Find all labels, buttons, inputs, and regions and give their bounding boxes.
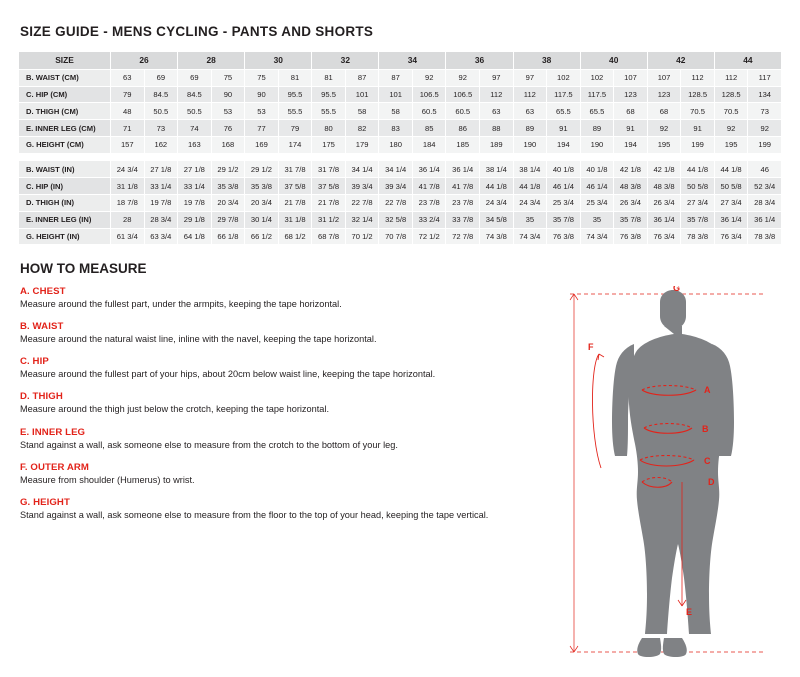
- table-cell: 81: [312, 69, 346, 86]
- table-cell: 79: [111, 86, 145, 103]
- svg-text:F: F: [588, 342, 594, 352]
- table-cell: 102: [580, 69, 614, 86]
- table-cell: 162: [144, 136, 178, 153]
- row-label: D. THIGH (IN): [19, 195, 111, 212]
- table-cell: 185: [446, 136, 480, 153]
- table-cell: 101: [345, 86, 379, 103]
- table-cell: 35 3/8: [245, 178, 279, 195]
- table-cell: 194: [614, 136, 648, 153]
- size-column-header: 28: [178, 52, 245, 70]
- table-cell: 199: [681, 136, 715, 153]
- measure-item-title: A. CHEST: [20, 286, 66, 298]
- table-cell: 163: [178, 136, 212, 153]
- table-cell: 169: [245, 136, 279, 153]
- row-label: B. WAIST (CM): [19, 69, 111, 86]
- measure-item-text: Measure around the natural waist line, inline with the navel, keeping the tape horizontal.: [20, 334, 377, 345]
- table-cell: 68: [647, 103, 681, 120]
- table-cell: 189: [480, 136, 514, 153]
- row-label: E. INNER LEG (IN): [19, 211, 111, 228]
- table-cell: 92: [412, 69, 446, 86]
- table-cell: 78 3/8: [748, 228, 782, 245]
- table-cell: 68 7/8: [312, 228, 346, 245]
- table-cell: 40 1/8: [547, 161, 581, 178]
- table-cell: 134: [748, 86, 782, 103]
- table-cell: 70 7/8: [379, 228, 413, 245]
- table-cell: 31 1/8: [111, 178, 145, 195]
- table-cell: 48: [111, 103, 145, 120]
- table-cell: 63: [480, 103, 514, 120]
- measure-item-title: C. HIP: [20, 356, 49, 368]
- table-cell: 194: [547, 136, 581, 153]
- table-cell: 95.5: [312, 86, 346, 103]
- table-cell: 29 1/2: [245, 161, 279, 178]
- svg-text:D: D: [708, 477, 715, 487]
- table-cell: 21 7/8: [278, 195, 312, 212]
- table-cell: 79: [278, 120, 312, 137]
- measure-item-text: Stand against a wall, ask someone else to measure from the floor to the top of your head, keeping the tape vertical.: [20, 509, 489, 520]
- table-cell: 91: [547, 120, 581, 137]
- table-cell: 70 1/2: [345, 228, 379, 245]
- table-cell: 33 1/4: [178, 178, 212, 195]
- table-cell: 36 1/4: [412, 161, 446, 178]
- table-cell: 74 3/8: [480, 228, 514, 245]
- table-cell: 70.5: [681, 103, 715, 120]
- table-cell: 55.5: [278, 103, 312, 120]
- table-cell: 50.5: [144, 103, 178, 120]
- table-cell: 53: [245, 103, 279, 120]
- table-cell: 65.5: [580, 103, 614, 120]
- table-cell: 32 5/8: [379, 211, 413, 228]
- table-cell: 90: [245, 86, 279, 103]
- table-cell: 74 3/4: [580, 228, 614, 245]
- table-cell: 85: [412, 120, 446, 137]
- table-cell: 184: [412, 136, 446, 153]
- table-cell: 175: [312, 136, 346, 153]
- size-column-header: 40: [580, 52, 647, 70]
- table-cell: 84.5: [144, 86, 178, 103]
- table-cell: 71: [111, 120, 145, 137]
- table-cell: 84.5: [178, 86, 212, 103]
- table-group-gap: [19, 153, 782, 161]
- table-cell: 39 3/4: [379, 178, 413, 195]
- table-cell: 37 5/8: [278, 178, 312, 195]
- table-cell: 27 1/8: [178, 161, 212, 178]
- table-cell: 31 7/8: [312, 161, 346, 178]
- table-cell: 42 1/8: [614, 161, 648, 178]
- row-label: G. HEIGHT (IN): [19, 228, 111, 245]
- table-cell: 46 1/4: [547, 178, 581, 195]
- table-cell: 199: [748, 136, 782, 153]
- table-cell: 18 7/8: [111, 195, 145, 212]
- table-cell: 52 3/4: [748, 178, 782, 195]
- table-cell: 88: [480, 120, 514, 137]
- table-cell: 35 7/8: [681, 211, 715, 228]
- row-label: C. HIP (IN): [19, 178, 111, 195]
- table-cell: 174: [278, 136, 312, 153]
- table-cell: 36 1/4: [647, 211, 681, 228]
- table-cell: 179: [345, 136, 379, 153]
- measure-item-title: B. WAIST: [20, 321, 64, 333]
- table-cell: 29 7/8: [211, 211, 245, 228]
- table-cell: 92: [647, 120, 681, 137]
- table-cell: 89: [513, 120, 547, 137]
- measure-item-title: F. OUTER ARM: [20, 461, 90, 473]
- table-cell: 23 7/8: [446, 195, 480, 212]
- table-cell: 180: [379, 136, 413, 153]
- size-column-header: 38: [513, 52, 580, 70]
- table-cell: 107: [614, 69, 648, 86]
- size-chart-table: [18, 51, 782, 245]
- table-cell: 82: [345, 120, 379, 137]
- table-cell: 42 1/8: [647, 161, 681, 178]
- table-cell: 157: [111, 136, 145, 153]
- table-cell: 73: [144, 120, 178, 137]
- table-cell: 46: [748, 161, 782, 178]
- table-row: [19, 69, 782, 86]
- table-cell: 35 7/8: [614, 211, 648, 228]
- table-cell: 27 3/4: [714, 195, 748, 212]
- table-cell: 72 1/2: [412, 228, 446, 245]
- table-cell: 30 1/4: [245, 211, 279, 228]
- table-cell: 38 1/4: [513, 161, 547, 178]
- svg-text:A: A: [704, 385, 711, 395]
- table-cell: 69: [178, 69, 212, 86]
- table-cell: 27 3/4: [681, 195, 715, 212]
- table-cell: 22 7/8: [379, 195, 413, 212]
- table-cell: 92: [748, 120, 782, 137]
- measure-item-text: Measure from shoulder (Humerus) to wrist.: [20, 474, 195, 485]
- table-cell: 48 3/8: [614, 178, 648, 195]
- table-cell: 63 3/4: [144, 228, 178, 245]
- table-cell: 92: [714, 120, 748, 137]
- table-cell: 91: [681, 120, 715, 137]
- table-cell: 61 3/4: [111, 228, 145, 245]
- table-cell: 21 7/8: [312, 195, 346, 212]
- table-cell: 72 7/8: [446, 228, 480, 245]
- table-cell: 46 1/4: [580, 178, 614, 195]
- measure-item-title: E. INNER LEG: [20, 426, 86, 438]
- table-cell: 58: [345, 103, 379, 120]
- table-row: [19, 178, 782, 195]
- table-cell: 64 1/8: [178, 228, 212, 245]
- table-row: [19, 136, 782, 153]
- table-cell: 102: [547, 69, 581, 86]
- table-row: [19, 211, 782, 228]
- table-cell: 69: [144, 69, 178, 86]
- table-cell: 50 5/8: [714, 178, 748, 195]
- table-cell: 107: [647, 69, 681, 86]
- table-cell: 55.5: [312, 103, 346, 120]
- table-cell: 112: [714, 69, 748, 86]
- howto-heading: HOW TO MEASURE: [20, 261, 147, 277]
- table-cell: 48 3/8: [647, 178, 681, 195]
- table-cell: 31 7/8: [278, 161, 312, 178]
- table-cell: 117.5: [547, 86, 581, 103]
- row-label: C. HIP (CM): [19, 86, 111, 103]
- table-cell: 95.5: [278, 86, 312, 103]
- table-cell: 97: [513, 69, 547, 86]
- table-cell: 34 5/8: [480, 211, 514, 228]
- table-cell: 19 7/8: [144, 195, 178, 212]
- table-cell: 44 1/8: [681, 161, 715, 178]
- table-cell: 34 1/4: [379, 161, 413, 178]
- measure-item-text: Stand against a wall, ask someone else to measure from the crotch to the bottom of your leg.: [20, 439, 398, 450]
- table-cell: 19 7/8: [178, 195, 212, 212]
- measure-item-title: G. HEIGHT: [20, 496, 70, 508]
- svg-text:C: C: [704, 456, 711, 466]
- table-cell: 20 3/4: [211, 195, 245, 212]
- table-cell: 70.5: [714, 103, 748, 120]
- table-cell: 25 3/4: [547, 195, 581, 212]
- table-cell: 68 1/2: [278, 228, 312, 245]
- table-cell: 58: [379, 103, 413, 120]
- table-row: [19, 228, 782, 245]
- table-cell: 75: [211, 69, 245, 86]
- row-label: E. INNER LEG (CM): [19, 120, 111, 137]
- table-cell: 117: [748, 69, 782, 86]
- table-cell: 66 1/8: [211, 228, 245, 245]
- table-cell: 37 5/8: [312, 178, 346, 195]
- table-cell: 190: [513, 136, 547, 153]
- row-label: D. THIGH (CM): [19, 103, 111, 120]
- table-cell: 26 3/4: [614, 195, 648, 212]
- table-cell: 76 3/8: [614, 228, 648, 245]
- table-cell: 195: [714, 136, 748, 153]
- table-cell: 29 1/2: [211, 161, 245, 178]
- table-cell: 63: [111, 69, 145, 86]
- table-row: [19, 195, 782, 212]
- table-cell: 190: [580, 136, 614, 153]
- svg-text:B: B: [702, 424, 709, 434]
- table-cell: 87: [345, 69, 379, 86]
- table-cell: 44 1/8: [714, 161, 748, 178]
- table-cell: 36 1/4: [446, 161, 480, 178]
- table-cell: 32 1/4: [345, 211, 379, 228]
- table-cell: 106.5: [446, 86, 480, 103]
- table-cell: 33 2/4: [412, 211, 446, 228]
- table-cell: 31 1/2: [312, 211, 346, 228]
- table-cell: 34 1/4: [345, 161, 379, 178]
- table-cell: 25 3/4: [580, 195, 614, 212]
- table-row: [19, 86, 782, 103]
- table-cell: 36 1/4: [748, 211, 782, 228]
- table-cell: 29 1/8: [178, 211, 212, 228]
- table-cell: 24 3/4: [513, 195, 547, 212]
- table-cell: 91: [614, 120, 648, 137]
- table-cell: 90: [211, 86, 245, 103]
- table-cell: 28 3/4: [144, 211, 178, 228]
- table-row: [19, 120, 782, 137]
- table-cell: 44 1/8: [480, 178, 514, 195]
- table-cell: 75: [245, 69, 279, 86]
- table-cell: 50 5/8: [681, 178, 715, 195]
- table-cell: 33 7/8: [446, 211, 480, 228]
- table-cell: 123: [647, 86, 681, 103]
- measure-item-text: Measure around the fullest part of your hips, about 20cm below waist line, keeping the tape horizontal.: [20, 369, 436, 380]
- table-header-row: [19, 52, 782, 70]
- table-cell: 35 3/8: [211, 178, 245, 195]
- table-cell: 112: [513, 86, 547, 103]
- table-cell: 36 1/4: [714, 211, 748, 228]
- table-cell: 73: [748, 103, 782, 120]
- table-cell: 24 3/4: [111, 161, 145, 178]
- size-column-header: 36: [446, 52, 513, 70]
- table-cell: 28: [111, 211, 145, 228]
- table-cell: 40 1/8: [580, 161, 614, 178]
- table-cell: 63: [513, 103, 547, 120]
- table-cell: 117.5: [580, 86, 614, 103]
- measure-item-text: Measure around the thigh just below the crotch, keeping the tape horizontal.: [20, 404, 329, 415]
- body-measurement-diagram: [556, 286, 786, 661]
- table-cell: 41 7/8: [446, 178, 480, 195]
- table-cell: 123: [614, 86, 648, 103]
- table-cell: 74 3/4: [513, 228, 547, 245]
- table-cell: 80: [312, 120, 346, 137]
- page-title: SIZE GUIDE - MENS CYCLING - PANTS AND SHORTS: [20, 24, 374, 39]
- table-cell: 23 7/8: [412, 195, 446, 212]
- table-cell: 89: [580, 120, 614, 137]
- table-cell: 106.5: [412, 86, 446, 103]
- svg-text:E: E: [686, 607, 693, 617]
- table-cell: 76: [211, 120, 245, 137]
- table-cell: 31 1/8: [278, 211, 312, 228]
- size-column-header: 30: [245, 52, 312, 70]
- table-cell: 128.5: [714, 86, 748, 103]
- table-cell: 68: [614, 103, 648, 120]
- table-cell: 60.5: [446, 103, 480, 120]
- table-cell: 28 3/4: [748, 195, 782, 212]
- table-cell: 22 7/8: [345, 195, 379, 212]
- measure-instructions: [20, 286, 580, 520]
- table-cell: 66 1/2: [245, 228, 279, 245]
- size-column-header: 32: [312, 52, 379, 70]
- table-cell: 41 7/8: [412, 178, 446, 195]
- table-cell: 92: [446, 69, 480, 86]
- table-corner-label: SIZE: [19, 52, 111, 70]
- table-cell: 33 1/4: [144, 178, 178, 195]
- table-cell: 87: [379, 69, 413, 86]
- size-column-header: 26: [111, 52, 178, 70]
- table-cell: 83: [379, 120, 413, 137]
- table-cell: 74: [178, 120, 212, 137]
- table-cell: 35: [513, 211, 547, 228]
- table-cell: 76 3/4: [647, 228, 681, 245]
- table-cell: 38 1/4: [480, 161, 514, 178]
- table-row: [19, 103, 782, 120]
- table-cell: 44 1/8: [513, 178, 547, 195]
- table-cell: 26 3/4: [647, 195, 681, 212]
- table-cell: 35 7/8: [547, 211, 581, 228]
- measure-item-title: D. THIGH: [20, 391, 63, 403]
- size-column-header: 44: [714, 52, 781, 70]
- table-cell: 86: [446, 120, 480, 137]
- table-cell: 60.5: [412, 103, 446, 120]
- table-cell: 128.5: [681, 86, 715, 103]
- table-cell: 53: [211, 103, 245, 120]
- row-label: B. WAIST (IN): [19, 161, 111, 178]
- size-column-header: 34: [379, 52, 446, 70]
- table-cell: 81: [278, 69, 312, 86]
- table-cell: 35: [580, 211, 614, 228]
- table-cell: 78 3/8: [681, 228, 715, 245]
- size-column-header: 42: [647, 52, 714, 70]
- table-cell: 65.5: [547, 103, 581, 120]
- table-row: [19, 161, 782, 178]
- table-cell: 97: [480, 69, 514, 86]
- table-cell: 20 3/4: [245, 195, 279, 212]
- table-cell: 76 3/4: [714, 228, 748, 245]
- table-cell: 76 3/8: [547, 228, 581, 245]
- measure-item-text: Measure around the fullest part, under the armpits, keeping the tape horizontal.: [20, 299, 342, 310]
- table-cell: 77: [245, 120, 279, 137]
- table-cell: 24 3/4: [480, 195, 514, 212]
- table-cell: 101: [379, 86, 413, 103]
- table-cell: 39 3/4: [345, 178, 379, 195]
- table-cell: 168: [211, 136, 245, 153]
- svg-text:G: G: [673, 286, 681, 293]
- table-cell: 112: [480, 86, 514, 103]
- table-cell: 27 1/8: [144, 161, 178, 178]
- table-cell: 50.5: [178, 103, 212, 120]
- table-cell: 195: [647, 136, 681, 153]
- row-label: G. HEIGHT (CM): [19, 136, 111, 153]
- table-cell: 112: [681, 69, 715, 86]
